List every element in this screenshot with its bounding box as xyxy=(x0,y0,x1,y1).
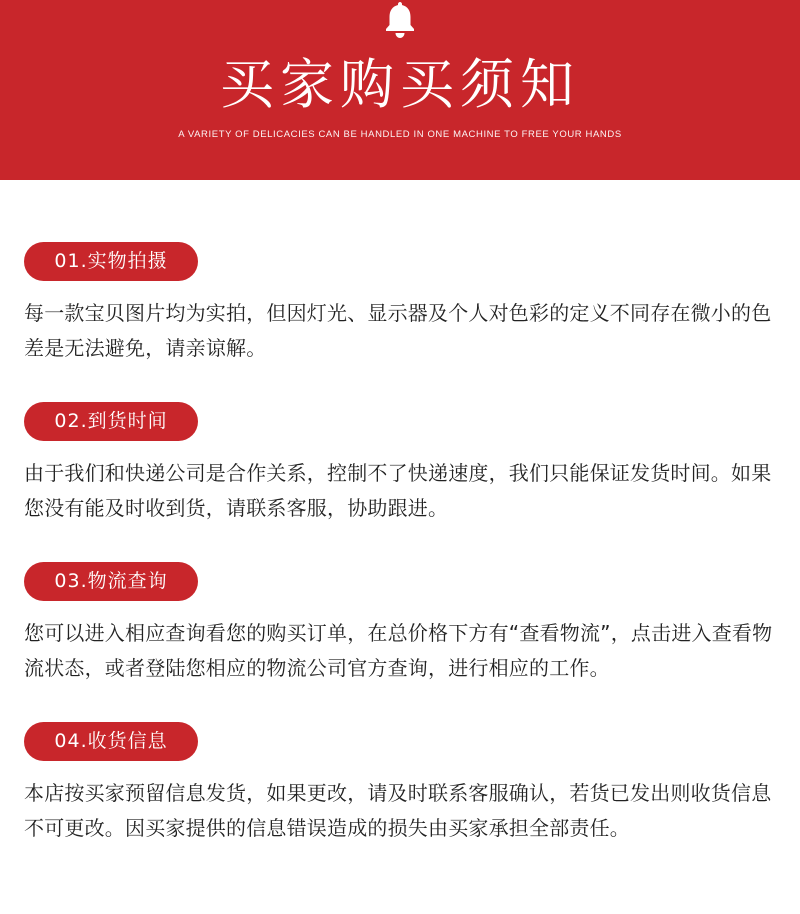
section-label-badge: 03.物流查询 xyxy=(24,562,198,601)
section-body-text: 由于我们和快递公司是合作关系，控制不了快递速度，我们只能保证发货时间。如果您没有能及时收到货，请联系客服，协助跟进。 xyxy=(24,461,772,520)
page-title: 买家购买须知 xyxy=(220,53,580,116)
section-body-text: 每一款宝贝图片均为实拍，但因灯光、显示器及个人对色彩的定义不同存在微小的色差是无法避免，请亲谅解。 xyxy=(24,301,772,360)
section-label-badge: 04.收货信息 xyxy=(24,722,198,761)
section-label-badge: 01.实物拍摄 xyxy=(24,242,198,281)
section-body-text: 本店按买家预留信息发货，如果更改，请及时联系客服确认，若货已发出则收货信息不可更改。因买家提供的信息错误造成的损失由买家承担全部责任。 xyxy=(24,781,772,840)
header-banner xyxy=(0,0,800,180)
section-body-text: 您可以进入相应查询看您的购买订单，在总价格下方有“查看物流”，点击进入查看物流状态，或者登陆您相应的物流公司官方查询，进行相应的工作。 xyxy=(24,621,773,680)
section-label-badge: 02.到货时间 xyxy=(24,402,198,441)
page-subtitle: A VARIETY OF DELICACIES CAN BE HANDLED IN ONE MACHINE TO FREE YOUR HANDS xyxy=(178,129,622,140)
bell-icon xyxy=(380,0,420,40)
